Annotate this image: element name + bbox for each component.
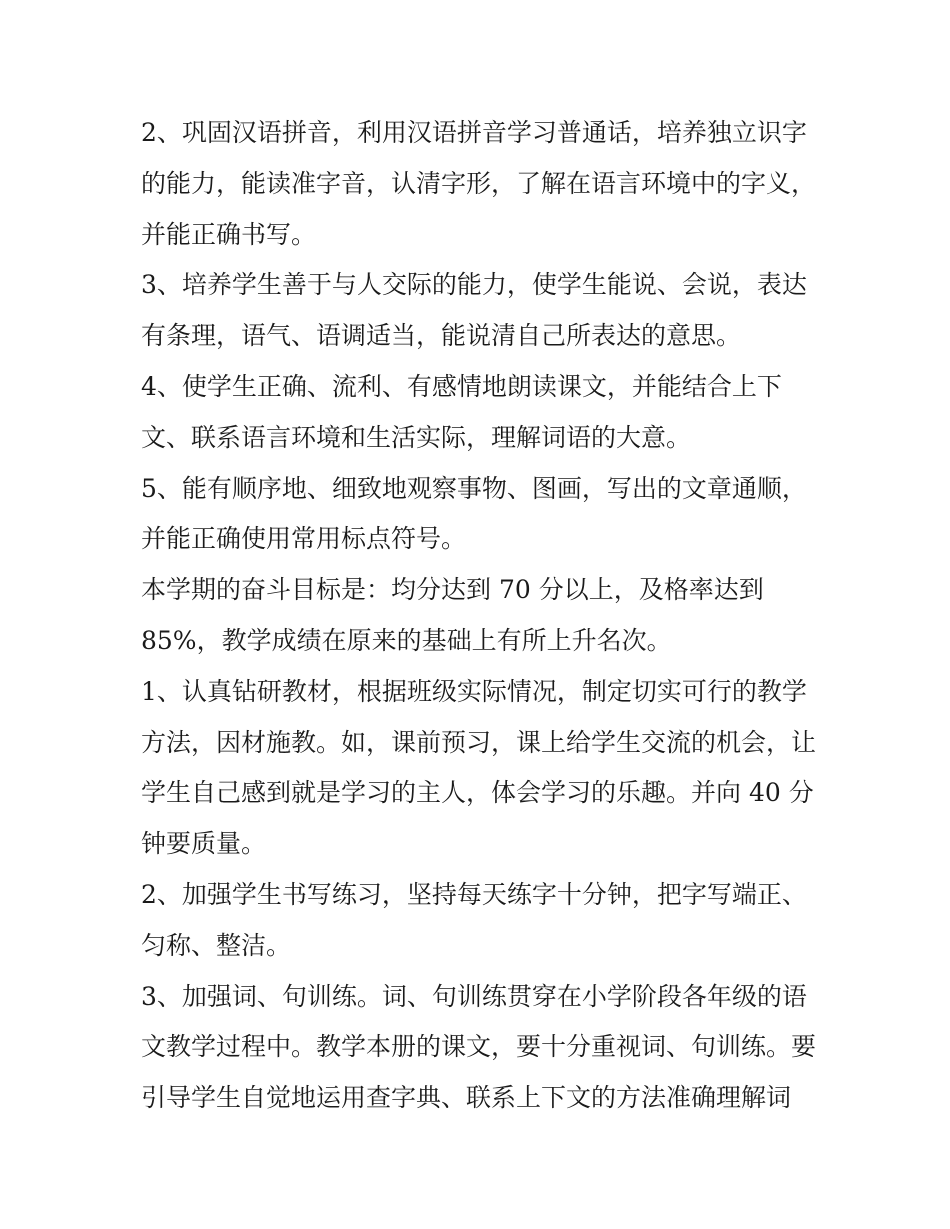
text-line: 方法，因材施教。如，课前预习，课上给学生交流的机会，让 bbox=[141, 727, 817, 757]
text-line: 钟要质量。 bbox=[141, 829, 267, 859]
text-line: 有条理，语气、语调适当，能说清自己所表达的意思。 bbox=[141, 321, 742, 351]
text-line: 引导学生自觉地运用查字典、联系上下文的方法准确理解词 bbox=[141, 1083, 792, 1113]
document-body bbox=[141, 108, 831, 1124]
text-line: 5、能有顺序地、细致地观察事物、图画，写出的文章通顺， bbox=[141, 473, 807, 503]
text-line: 文教学过程中。教学本册的课文，要十分重视词、句训练。要 bbox=[141, 1032, 817, 1062]
text-line: 文、联系语言环境和生活实际，理解词语的大意。 bbox=[141, 422, 692, 452]
text-line: 4、使学生正确、流利、有感情地朗读课文，并能结合上下 bbox=[141, 371, 782, 401]
text-line: 并能正确书写。 bbox=[141, 219, 317, 249]
text-line: 2、巩固汉语拼音，利用汉语拼音学习普通话，培养独立识字 bbox=[141, 118, 807, 147]
text-line: 学生自己感到就是学习的主人，体会学习的乐趣。并向 40 分 bbox=[141, 778, 814, 808]
text-line: 并能正确使用常用标点符号。 bbox=[141, 524, 467, 554]
text-line: 匀称、整洁。 bbox=[141, 930, 292, 960]
text-line: 85%，教学成绩在原来的基础上有所上升名次。 bbox=[141, 625, 672, 655]
text-line: 3、加强词、句训练。词、句训练贯穿在小学阶段各年级的语 bbox=[141, 981, 807, 1011]
text-line: 1、认真钻研教材，根据班级实际情况，制定切实可行的教学 bbox=[141, 676, 807, 706]
text-line: 的能力，能读准字音，认清字形，了解在语言环境中的字义， bbox=[141, 168, 817, 198]
text-line: 2、加强学生书写练习，坚持每天练字十分钟，把字写端正、 bbox=[141, 879, 807, 909]
text-line: 本学期的奋斗目标是：均分达到 70 分以上，及格率达到 bbox=[141, 575, 764, 605]
text-line: 3、培养学生善于与人交际的能力，使学生能说、会说，表达 bbox=[141, 270, 807, 300]
